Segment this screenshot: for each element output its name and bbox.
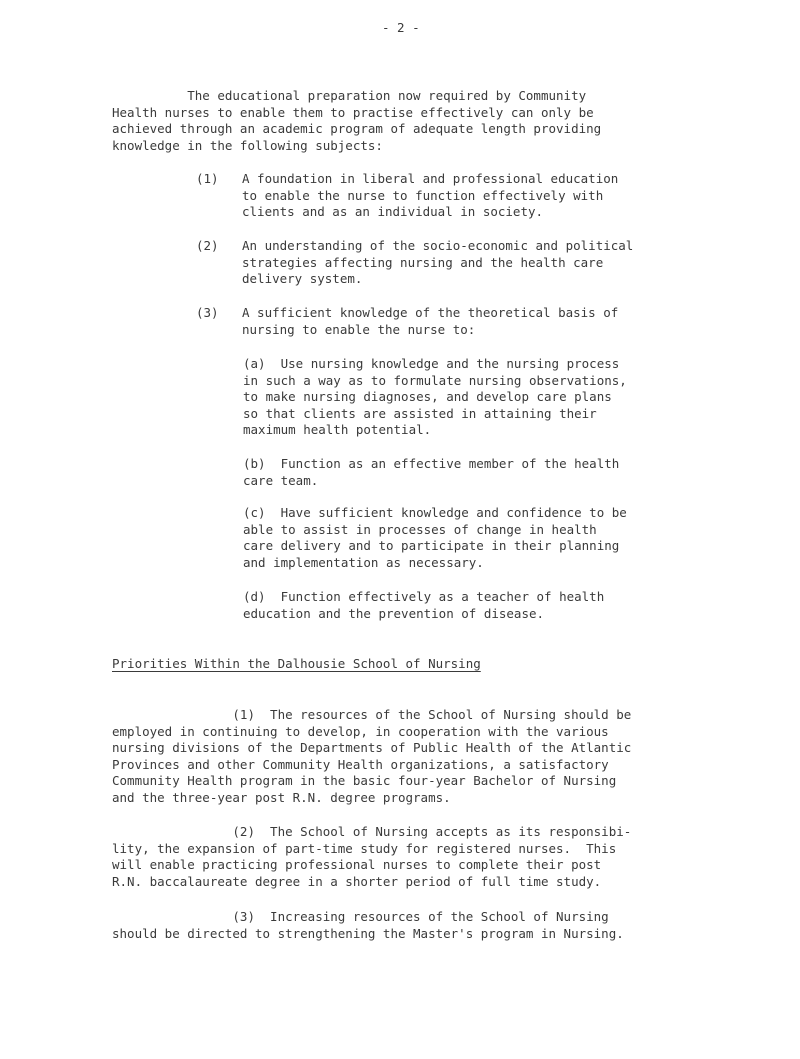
- list-item-number: (1): [196, 171, 219, 186]
- list-item: [196, 238, 634, 304]
- list-item-number: (3): [196, 305, 219, 320]
- sub-item-b: (b) Function as an effective member of the health care team.: [243, 456, 620, 488]
- intro-paragraph: The educational preparation now required by Community Health nurses to enable them to practise effectively can only be achieved through an academic program of adequate length providing knowledge in the following subjects:: [112, 88, 602, 153]
- sub-item-d: (d) Function effectively as a teacher of health education and the prevention of disease.: [243, 589, 605, 621]
- priority-paragraph-3: (3) Increasing resources of the School of Nursing should be directed to strengthening the Master's program in Nursing.: [112, 909, 624, 941]
- priority-paragraph-1: (1) The resources of the School of Nursing should be employed in continuing to develop, in cooperation with the various nursing divisions of the Departments of Public Health of the Atlantic Provinces and other Community Health organizations, a satisfactory Community Health program in the basic four-year Bachelor of Nursing and the three-year post R.N. degree programs.: [112, 707, 632, 805]
- priority-paragraph-2: (2) The School of Nursing accepts as its responsibi- lity, the expansion of part-time study for registered nurses. This will enable practicing professional nurses to complete their post R.N. baccalaureate degree in a shorter period of full time study.: [112, 824, 632, 889]
- sub-item-c: (c) Have sufficient knowledge and confidence to be able to assist in processes of change in health care delivery and to participate in their planning and implementation as necessary.: [243, 505, 627, 570]
- sub-item-a: (a) Use nursing knowledge and the nursing process in such a way as to formulate nursing observations, to make nursing diagnoses, and develop care plans so that clients are assisted in attaining their maximum health potential.: [243, 356, 627, 437]
- list-item: [196, 171, 619, 237]
- list-item-text: An understanding of the socio-economic and political strategies affecting nursing and the health care delivery system.: [242, 238, 634, 286]
- list-item: [196, 305, 619, 371]
- list-item-number: (2): [196, 238, 219, 253]
- page-number: - 2 -: [382, 20, 420, 35]
- list-item-text: A foundation in liberal and professional education to enable the nurse to function effectively with clients and as an individual in society.: [242, 171, 619, 219]
- section-heading: Priorities Within the Dalhousie School of Nursing: [112, 656, 481, 671]
- list-item-text: A sufficient knowledge of the theoretical basis of nursing to enable the nurse to:: [242, 305, 619, 337]
